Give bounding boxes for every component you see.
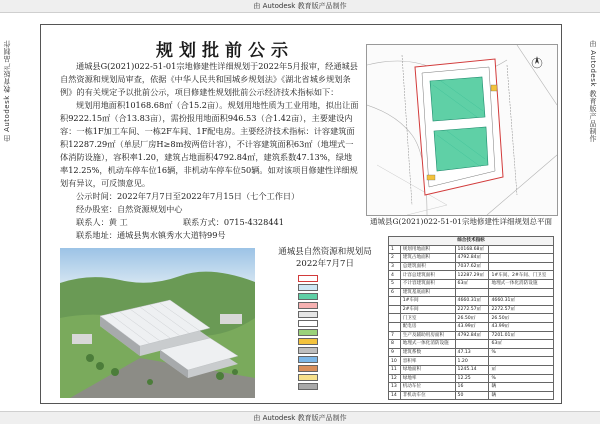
- table-row: [389, 348, 554, 357]
- table-cell: %: [489, 348, 554, 357]
- legend-row: [298, 328, 378, 337]
- table-cell: ㎡: [489, 365, 554, 374]
- table-row: [389, 245, 554, 254]
- table-row: [389, 374, 554, 383]
- table-cell: 50: [455, 391, 489, 400]
- plan-legend: [298, 274, 378, 392]
- table-cell: 4: [389, 271, 401, 280]
- table-row: [389, 331, 554, 340]
- table-cell: 63㎡: [455, 279, 489, 288]
- site-plan-caption: 通城县G(2021)022-51-01宗地修建性详细规划总平面: [370, 217, 552, 226]
- table-cell: [489, 245, 554, 254]
- table-cell: [489, 262, 554, 271]
- table-cell: %: [489, 374, 554, 383]
- notice-handler: 经办股室：自然资源规划中心: [76, 204, 183, 214]
- notice-paragraph-1: 通城县G(2021)022-51-01宗地修建性详细规划于2022年5月报审，经通城县自然资源和规划局审查，依据《中华人民共和国城乡规划法》《湖北省城乡规划条例》的有关规定予以批前公示，项目修建性规划批前公示经济技术指标如下：: [60, 61, 358, 97]
- technical-indicators-table: [388, 236, 554, 400]
- watermark-side-right: 由 Autodesk 教育版产品制作: [589, 40, 597, 143]
- table-cell: 12: [389, 374, 401, 383]
- table-cell: 3: [389, 262, 401, 271]
- table-cell: 10168.68㎡: [455, 245, 489, 254]
- table-cell: 7201.01㎡: [489, 331, 554, 340]
- watermark-side-left: 由 Autodesk 教育版产品制作: [3, 40, 11, 143]
- table-cell: 26.50㎡: [489, 314, 554, 323]
- table-cell: [489, 357, 554, 366]
- watermark-banner-bottom: 由 Autodesk 教育版产品制作: [0, 411, 600, 424]
- table-cell: 8: [389, 340, 401, 349]
- table-row: [389, 279, 554, 288]
- table-row: [389, 383, 554, 392]
- table-cell: 1#车间: [400, 297, 455, 306]
- table-cell: 4792.84㎡: [455, 254, 489, 263]
- table-cell: 规划用地面积: [400, 245, 455, 254]
- notice-address: 联系地址：通城县隽水镇秀水大道特99号: [76, 230, 226, 240]
- table-cell: 地埋式一体化消防设施: [400, 340, 455, 349]
- table-row: [389, 357, 554, 366]
- issuer-org: 通城县自然资源和规划局: [278, 247, 372, 257]
- aerial-rendering: [60, 248, 255, 398]
- table-cell: 10: [389, 357, 401, 366]
- table-cell: 12.25: [455, 374, 489, 383]
- table-cell: [389, 297, 401, 306]
- table-cell: 建筑系数: [400, 348, 455, 357]
- table-cell: 12287.29㎡: [455, 271, 489, 280]
- table-row: [389, 254, 554, 263]
- table-cell: 建筑基底面积: [400, 288, 455, 297]
- table-row: [389, 297, 554, 306]
- table-cell: 43.99㎡: [489, 322, 554, 331]
- table-cell: 非机动车位: [400, 391, 455, 400]
- table-cell: 11: [389, 365, 401, 374]
- notice-paragraph-2: 规划用地面积10168.68㎡（合15.2亩）。规划用地性质为工业用地，拟出让面积9222.15㎡（合13.83亩），需扮报用地面积946.53（合1.42亩），主要建设内容：一栋1F加工车间、一栋2F车间、1F配电房。主要经济技术指标：计容建筑面积12287.29㎡（单层厂房H≥8m按两倍计容），不计容建筑面积63㎡（地埋式一体消防设施），容积率1.20，建筑占地面积4792.84㎡，建筑系数47.13%，绿地率12.25%，机动车停车位16辆，非机动车停车位50辆。如对该项目修建性详细规划有异议，可反馈意见。: [60, 100, 359, 188]
- table-cell: [489, 254, 554, 263]
- table-row: [389, 305, 554, 314]
- table-cell: 43.99㎡: [455, 322, 489, 331]
- legend-row: [298, 319, 378, 328]
- table-cell: [389, 305, 401, 314]
- table-row: [389, 288, 554, 297]
- table-cell: 63㎡: [489, 340, 554, 349]
- table-cell: 5: [389, 279, 401, 288]
- table-cell: 2272.57㎡: [455, 305, 489, 314]
- table-row: [389, 391, 554, 400]
- legend-row: [298, 337, 378, 346]
- legend-row: [298, 310, 378, 319]
- table-cell: 7: [389, 331, 401, 340]
- notice-period: 公示时间：2022年7月7日至2022年7月15日（七个工作日）: [76, 191, 300, 201]
- table-cell: 1.20: [455, 357, 489, 366]
- table-cell: [455, 340, 489, 349]
- table-row: [389, 271, 554, 280]
- legend-row: [298, 301, 378, 310]
- legend-row: [298, 274, 378, 283]
- table-cell: 容积率: [400, 357, 455, 366]
- table-row: [389, 314, 554, 323]
- table-cell: 4660.31㎡: [455, 297, 489, 306]
- table-cell: 47.13: [455, 348, 489, 357]
- table-cell: 配电房: [400, 322, 455, 331]
- table-row: [389, 365, 554, 374]
- table-cell: [455, 288, 489, 297]
- table-cell: 16: [455, 383, 489, 392]
- legend-row: [298, 373, 378, 382]
- table-cell: 辆: [489, 391, 554, 400]
- table-cell: 辆: [489, 383, 554, 392]
- table-cell: 6: [389, 288, 401, 297]
- site-plan-drawing: [366, 44, 558, 216]
- notice-title: 规划批前公示: [156, 41, 294, 61]
- table-cell: 1#车间、2#车间、门卫室: [489, 271, 554, 280]
- table-cell: 建筑占地面积: [400, 254, 455, 263]
- table-cell: 计容总建筑面积: [400, 271, 455, 280]
- legend-row: [298, 355, 378, 364]
- site-plan-svg: [367, 45, 557, 215]
- table-cell: 2#车间: [400, 305, 455, 314]
- table-cell: 4792.84㎡: [455, 331, 489, 340]
- table-cell: 13: [389, 383, 401, 392]
- table-cell: 绿地率: [400, 374, 455, 383]
- legend-row: [298, 292, 378, 301]
- aerial-rendering-svg: [60, 248, 255, 398]
- table-row: [389, 322, 554, 331]
- table-cell: 7037.62㎡: [455, 262, 489, 271]
- notice-contact-person: 联系人：黄 工: [76, 217, 128, 227]
- building-1-footprint: [430, 77, 485, 121]
- table-cell: 14: [389, 391, 401, 400]
- table-cell: 门卫室: [400, 314, 455, 323]
- table-cell: 2272.57㎡: [489, 305, 554, 314]
- table-cell: [389, 322, 401, 331]
- legend-row: [298, 346, 378, 355]
- legend-row: [298, 364, 378, 373]
- watermark-banner-top: 由 Autodesk 教育版产品制作: [0, 0, 600, 13]
- table-cell: 4660.31㎡: [489, 297, 554, 306]
- legend-row: [298, 382, 378, 391]
- issuer-stamp: [260, 246, 390, 270]
- notice-body: [60, 60, 360, 242]
- legend-row: [298, 283, 378, 292]
- table-cell: 绿地面积: [400, 365, 455, 374]
- table-cell: 26.50㎡: [455, 314, 489, 323]
- table-cell: [489, 288, 554, 297]
- table-row: [389, 340, 554, 349]
- table-cell: 机动车位: [400, 383, 455, 392]
- table-cell: 地埋式一体化消防设施: [489, 279, 554, 288]
- table-cell: 不计容建筑面积: [400, 279, 455, 288]
- issuer-date: 2022年7月7日: [296, 259, 354, 269]
- table-header: 综合技术指标: [389, 237, 554, 246]
- table-row: [389, 262, 554, 271]
- table-cell: 9: [389, 348, 401, 357]
- table-cell: 2: [389, 254, 401, 263]
- table-cell: [389, 314, 401, 323]
- table-cell: 1: [389, 245, 401, 254]
- notice-contact-phone: 联系方式：0715-4328441: [182, 217, 284, 227]
- notice-contact: [60, 216, 360, 229]
- table-cell: 总建筑面积: [400, 262, 455, 271]
- table-cell: 生产及辅助用房面积: [400, 331, 455, 340]
- table-cell: 1245.14: [455, 365, 489, 374]
- building-2-footprint: [434, 127, 488, 171]
